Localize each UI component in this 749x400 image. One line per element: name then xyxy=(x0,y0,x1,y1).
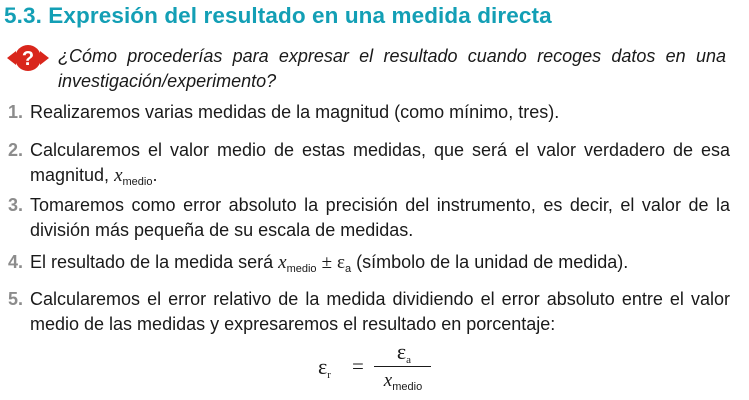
fraction-bar xyxy=(374,366,431,367)
list-item-number: 2. xyxy=(8,140,24,160)
list-item xyxy=(8,287,730,337)
list-item xyxy=(8,138,730,188)
formula-denominator: $x_{medio}$ xyxy=(383,370,423,393)
list-item xyxy=(8,100,730,125)
list-item-text: El resultado de la medida será $x_{medio} \pm \varepsilon_a$ (símbolo de la unidad de medida). xyxy=(30,252,629,275)
section-title-text: Expresión del resultado en una medida directa xyxy=(48,3,552,28)
question-text: ¿Cómo procederías para expresar el resultado cuando recoges datos en una investigación/experimento? xyxy=(58,46,726,91)
list-item-number: 3. xyxy=(8,195,24,215)
list-item xyxy=(8,193,730,243)
formula-numerator: $\varepsilon_a$ xyxy=(396,339,412,366)
formula-equals: = xyxy=(352,354,364,378)
x-medio-symbol: x xyxy=(114,165,123,186)
epsilon-symbol: ε xyxy=(337,252,346,273)
list-item-text: Realizaremos varias medidas de la magnitud (como mínimo, tres). xyxy=(30,102,560,122)
list-item-text: Calcularemos el error relativo de la medida dividiendo el error absoluto entre el valor medio de las medidas y expresaremos el resultado en porcentaje: xyxy=(30,289,730,334)
svg-text:?: ? xyxy=(21,48,35,70)
relative-error-formula xyxy=(318,337,438,397)
list-item-number: 1. xyxy=(8,102,24,122)
question-icon xyxy=(5,42,51,74)
list-item-number: 5. xyxy=(8,289,24,309)
section-title xyxy=(4,3,552,29)
x-medio-symbol: x xyxy=(278,252,287,273)
section-number: 5.3. xyxy=(4,3,42,28)
formula-lhs: $\varepsilon_r$ xyxy=(318,354,331,381)
list-item-text: Calcularemos el valor medio de estas medidas, que será el valor verdadero de esa magnitud, $x_{medio}$. xyxy=(30,140,730,188)
list-item xyxy=(8,250,730,275)
list-item-text: Tomaremos como error absoluto la precisión del instrumento, es decir, el valor de la división más pequeña de su escala de medidas. xyxy=(30,195,730,240)
list-item-number: 4. xyxy=(8,252,24,272)
